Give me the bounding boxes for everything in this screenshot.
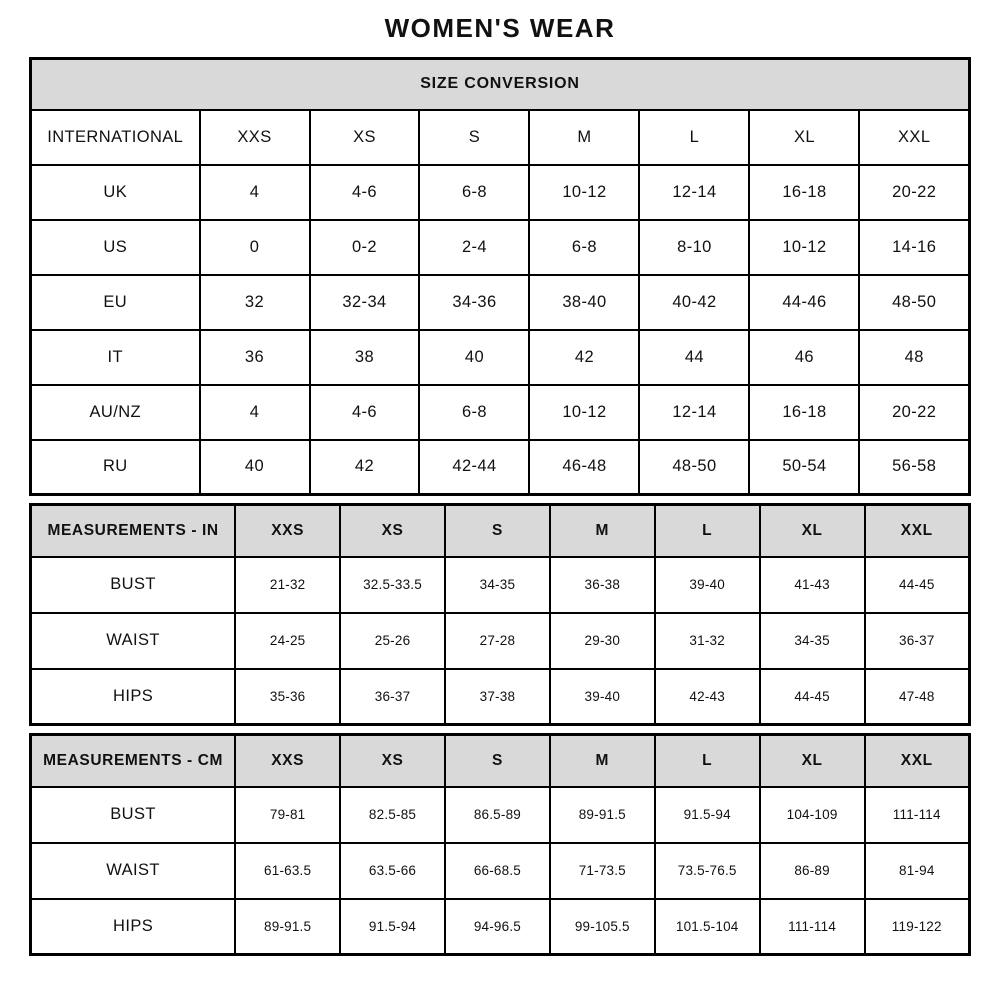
size-conversion-table: [29, 57, 971, 496]
value-cell: 10-12: [529, 165, 639, 220]
value-cell: 89-91.5: [550, 787, 655, 843]
column-header-xl: XL: [760, 735, 865, 787]
column-header-xl: XL: [760, 505, 865, 557]
value-cell: 119-122: [865, 899, 970, 955]
column-header-xl: XL: [749, 110, 859, 165]
value-cell: 48-50: [859, 275, 969, 330]
measurements-in-banner: MEASUREMENTS - IN: [31, 505, 236, 557]
value-cell: 36-37: [340, 669, 445, 725]
value-cell: 31-32: [655, 613, 760, 669]
value-cell: 101.5-104: [655, 899, 760, 955]
column-header-xs: XS: [340, 505, 445, 557]
row-label: UK: [31, 165, 200, 220]
column-header-s: S: [445, 735, 550, 787]
value-cell: 40: [200, 440, 310, 495]
value-cell: 37-38: [445, 669, 550, 725]
column-header-xxs: XXS: [235, 505, 340, 557]
value-cell: 71-73.5: [550, 843, 655, 899]
table-row: [31, 613, 970, 669]
value-cell: 63.5-66: [340, 843, 445, 899]
value-cell: 66-68.5: [445, 843, 550, 899]
value-cell: 89-91.5: [235, 899, 340, 955]
value-cell: 36-37: [865, 613, 970, 669]
value-cell: 44-46: [749, 275, 859, 330]
value-cell: 4-6: [310, 165, 420, 220]
table-row: [31, 843, 970, 899]
row-label: WAIST: [31, 613, 236, 669]
value-cell: 42: [310, 440, 420, 495]
value-cell: 8-10: [639, 220, 749, 275]
column-header-xs: XS: [340, 735, 445, 787]
value-cell: 40: [419, 330, 529, 385]
row-label: HIPS: [31, 899, 236, 955]
value-cell: 86.5-89: [445, 787, 550, 843]
column-header-l: L: [639, 110, 749, 165]
value-cell: 0-2: [310, 220, 420, 275]
page-title: WOMEN'S WEAR: [384, 13, 616, 43]
value-cell: 46: [749, 330, 859, 385]
value-cell: 38: [310, 330, 420, 385]
column-header-m: M: [550, 735, 655, 787]
row-label: BUST: [31, 557, 236, 613]
value-cell: 48: [859, 330, 969, 385]
value-cell: 48-50: [639, 440, 749, 495]
value-cell: 4-6: [310, 385, 420, 440]
value-cell: 111-114: [865, 787, 970, 843]
value-cell: 42: [529, 330, 639, 385]
column-header-row: [31, 735, 970, 787]
value-cell: 36: [200, 330, 310, 385]
measurements-in-table: [29, 503, 971, 726]
value-cell: 27-28: [445, 613, 550, 669]
value-cell: 16-18: [749, 385, 859, 440]
value-cell: 32.5-33.5: [340, 557, 445, 613]
table-row: [31, 385, 970, 440]
value-cell: 46-48: [529, 440, 639, 495]
table-row: [31, 275, 970, 330]
measurements-cm-table: [29, 733, 971, 956]
column-header-xxl: XXL: [859, 110, 969, 165]
value-cell: 6-8: [529, 220, 639, 275]
table-row: [31, 787, 970, 843]
value-cell: 6-8: [419, 165, 529, 220]
column-header-m: M: [529, 110, 639, 165]
row-label: IT: [31, 330, 200, 385]
value-cell: 50-54: [749, 440, 859, 495]
value-cell: 20-22: [859, 385, 969, 440]
value-cell: 39-40: [655, 557, 760, 613]
column-header-m: M: [550, 505, 655, 557]
value-cell: 32: [200, 275, 310, 330]
table-row: [31, 899, 970, 955]
value-cell: 104-109: [760, 787, 865, 843]
value-cell: 24-25: [235, 613, 340, 669]
column-header-xxl: XXL: [865, 505, 970, 557]
value-cell: 4: [200, 385, 310, 440]
value-cell: 0: [200, 220, 310, 275]
value-cell: 86-89: [760, 843, 865, 899]
value-cell: 25-26: [340, 613, 445, 669]
value-cell: 39-40: [550, 669, 655, 725]
value-cell: 14-16: [859, 220, 969, 275]
column-header-xxl: XXL: [865, 735, 970, 787]
value-cell: 20-22: [859, 165, 969, 220]
table-row: [31, 220, 970, 275]
value-cell: 79-81: [235, 787, 340, 843]
value-cell: 91.5-94: [340, 899, 445, 955]
value-cell: 111-114: [760, 899, 865, 955]
value-cell: 29-30: [550, 613, 655, 669]
value-cell: 56-58: [859, 440, 969, 495]
value-cell: 44: [639, 330, 749, 385]
table-row: [31, 440, 970, 495]
value-cell: 81-94: [865, 843, 970, 899]
value-cell: 10-12: [529, 385, 639, 440]
value-cell: 6-8: [419, 385, 529, 440]
column-header-xxs: XXS: [200, 110, 310, 165]
value-cell: 35-36: [235, 669, 340, 725]
value-cell: 34-36: [419, 275, 529, 330]
value-cell: 38-40: [529, 275, 639, 330]
row-label: HIPS: [31, 669, 236, 725]
value-cell: 4: [200, 165, 310, 220]
value-cell: 91.5-94: [655, 787, 760, 843]
table-row: [31, 330, 970, 385]
size-conversion-banner: SIZE CONVERSION: [31, 59, 970, 110]
row-label: WAIST: [31, 843, 236, 899]
row-label: AU/NZ: [31, 385, 200, 440]
value-cell: 94-96.5: [445, 899, 550, 955]
value-cell: 41-43: [760, 557, 865, 613]
value-cell: 47-48: [865, 669, 970, 725]
value-cell: 42-43: [655, 669, 760, 725]
value-cell: 12-14: [639, 165, 749, 220]
column-header-xs: XS: [310, 110, 420, 165]
table-row: [31, 669, 970, 725]
value-cell: 99-105.5: [550, 899, 655, 955]
value-cell: 36-38: [550, 557, 655, 613]
value-cell: 40-42: [639, 275, 749, 330]
value-cell: 44-45: [865, 557, 970, 613]
column-header-s: S: [419, 110, 529, 165]
table-banner-row: [31, 59, 970, 110]
value-cell: 2-4: [419, 220, 529, 275]
value-cell: 32-34: [310, 275, 420, 330]
value-cell: 73.5-76.5: [655, 843, 760, 899]
value-cell: 34-35: [445, 557, 550, 613]
value-cell: 34-35: [760, 613, 865, 669]
column-header-s: S: [445, 505, 550, 557]
value-cell: 21-32: [235, 557, 340, 613]
value-cell: 82.5-85: [340, 787, 445, 843]
column-header-l: L: [655, 505, 760, 557]
value-cell: 10-12: [749, 220, 859, 275]
value-cell: 42-44: [419, 440, 529, 495]
column-header-l: L: [655, 735, 760, 787]
row-label: EU: [31, 275, 200, 330]
row-label: RU: [31, 440, 200, 495]
value-cell: 61-63.5: [235, 843, 340, 899]
column-header-row: [31, 110, 970, 165]
row-label: BUST: [31, 787, 236, 843]
value-cell: 12-14: [639, 385, 749, 440]
value-cell: 16-18: [749, 165, 859, 220]
table-row: [31, 165, 970, 220]
column-header-xxs: XXS: [235, 735, 340, 787]
measurements-cm-banner: MEASUREMENTS - CM: [31, 735, 236, 787]
value-cell: 44-45: [760, 669, 865, 725]
column-header-row: [31, 505, 970, 557]
row-label: US: [31, 220, 200, 275]
column-header-international: INTERNATIONAL: [31, 110, 200, 165]
table-row: [31, 557, 970, 613]
